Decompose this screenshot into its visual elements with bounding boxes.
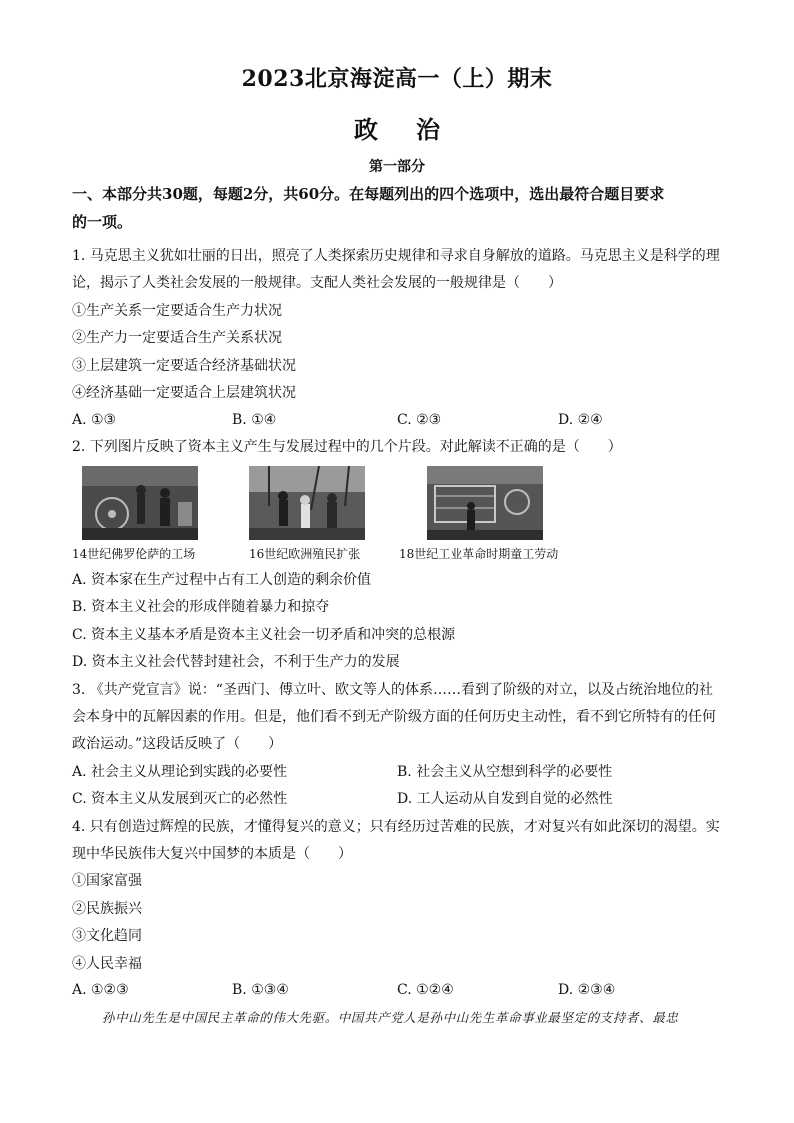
q1-stem-line1: 1. 马克思主义犹如壮丽的日出，照亮了人类探索历史规律和寻求自身解放的道路。马克思主义是科学的理 bbox=[72, 248, 720, 264]
caption-child-labor: 18世纪工业革命时期童工劳动 bbox=[399, 547, 559, 561]
q3-option-b: B. 社会主义从空想到科学的必要性 bbox=[397, 764, 613, 780]
q1-option-a: A. ①③ bbox=[72, 412, 117, 428]
q4-option-a: A. ①②③ bbox=[72, 982, 129, 998]
q4-item-4: ④人民幸福 bbox=[72, 956, 142, 972]
q3-stem-line2: 会本身中的瓦解因素的作用。但是，他们看不到无产阶级方面的任何历史主动性，看不到它所特有的任何 bbox=[72, 709, 716, 725]
q1-stem-line2: 论，揭示了人类社会发展的一般规律。支配人类社会发展的一般规律是（ ） bbox=[72, 275, 562, 291]
q1-item-4: ④经济基础一定要适合上层建筑状况 bbox=[72, 385, 296, 401]
part-heading: 第一部分 bbox=[369, 159, 425, 175]
q1-option-b: B. ①④ bbox=[232, 412, 277, 428]
q4-item-2: ②民族振兴 bbox=[72, 901, 142, 917]
caption-colonial-expansion: 16世纪欧洲殖民扩张 bbox=[249, 547, 361, 561]
section-instruction-line1: 一、本部分共30题，每题2分，共60分。在每题列出的四个选项中，选出最符合题目要求 bbox=[72, 185, 665, 203]
q4-item-3: ③文化趋同 bbox=[72, 928, 142, 944]
q1-option-c: C. ②③ bbox=[397, 412, 442, 428]
q4-option-d: D. ②③④ bbox=[558, 982, 616, 998]
colonial-expansion-image bbox=[249, 466, 365, 540]
q4-stem-line1: 4. 只有创造过辉煌的民族，才懂得复兴的意义；只有经历过苦难的民族，才对复兴有如此深切的渴望。实 bbox=[72, 819, 720, 835]
colonial-expansion-illustration bbox=[249, 466, 365, 540]
q2-option-a: A. 资本家在生产过程中占有工人创造的剩余价值 bbox=[72, 572, 372, 588]
q4-item-1: ①国家富强 bbox=[72, 873, 142, 889]
q2-option-b: B. 资本主义社会的形成伴随着暴力和掠夺 bbox=[72, 599, 330, 615]
subject-title: 政治 bbox=[354, 115, 478, 144]
q4-option-b: B. ①③④ bbox=[232, 982, 289, 998]
q5-stem-partial: 孙中山先生是中国民主革命的伟大先驱。中国共产党人是孙中山先生革命事业最坚定的支持者、最忠 bbox=[102, 1010, 679, 1025]
q3-stem-line1: 3. 《共产党宣言》说：“圣西门、傅立叶、欧文等人的体系……看到了阶级的对立，以及占统治地位的社 bbox=[72, 682, 713, 698]
exam-title: 2023北京海淀高一（上）期末 bbox=[241, 66, 553, 92]
q2-option-d: D. 资本主义社会代替封建社会，不利于生产力的发展 bbox=[72, 654, 400, 670]
q4-option-c: C. ①②④ bbox=[397, 982, 454, 998]
q3-stem-line3: 政治运动。”这段话反映了（ ） bbox=[72, 736, 283, 752]
section-instruction-line2: 的一项。 bbox=[72, 213, 133, 231]
child-labor-image bbox=[427, 466, 543, 540]
q4-stem-line2: 现中华民族伟大复兴中国梦的本质是（ ） bbox=[72, 846, 352, 862]
q3-option-c: C. 资本主义从发展到灭亡的必然性 bbox=[72, 791, 288, 807]
q3-option-d: D. 工人运动从自发到自觉的必然性 bbox=[397, 791, 613, 807]
caption-florence-workshop: 14世纪佛罗伦萨的工场 bbox=[72, 547, 196, 561]
q2-stem-line1: 2. 下列图片反映了资本主义产生与发展过程中的几个片段。对此解读不正确的是（ ） bbox=[72, 439, 622, 455]
q1-item-1: ①生产关系一定要适合生产力状况 bbox=[72, 303, 282, 319]
q1-item-2: ②生产力一定要适合生产关系状况 bbox=[72, 330, 282, 346]
child-labor-illustration bbox=[427, 466, 543, 540]
q1-option-d: D. ②④ bbox=[558, 412, 603, 428]
florence-workshop-image bbox=[82, 466, 198, 540]
q2-option-c: C. 资本主义基本矛盾是资本主义社会一切矛盾和冲突的总根源 bbox=[72, 627, 456, 643]
florence-workshop-illustration bbox=[82, 466, 198, 540]
q1-item-3: ③上层建筑一定要适合经济基础状况 bbox=[72, 358, 296, 374]
q3-option-a: A. 社会主义从理论到实践的必要性 bbox=[72, 764, 288, 780]
